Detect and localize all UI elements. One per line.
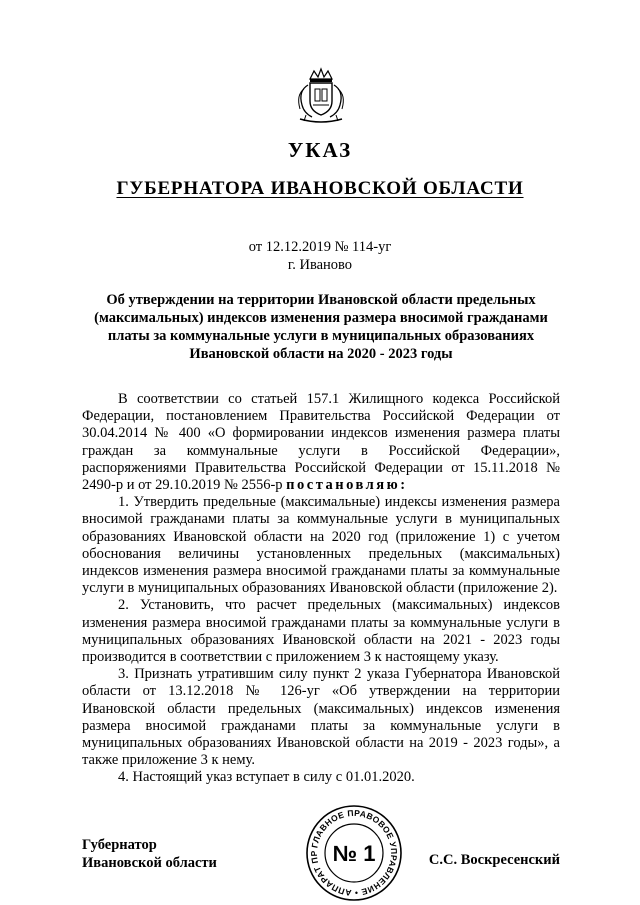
signer-position-line1: Губернатор xyxy=(82,837,157,853)
official-seal-icon xyxy=(300,805,408,899)
seal-ring-text: ГЛАВНОЕ ПРАВОВОЕ УПРАВЛЕНИЕ • АППАРАТ ПР xyxy=(308,807,400,899)
item-2-paragraph: 2. Установить, что расчет предельных (максимальных) индексов изменения размера вносимой гражданами платы за коммунальные услуги в муниципальных образованиях Ивановской области на 2021 - 2023 годы производится в соответствии с приложением 3 к настоящему указу. xyxy=(82,597,560,666)
decree-colon: : xyxy=(400,477,406,494)
decree-city: г. Иваново xyxy=(287,257,353,273)
document-type-title: УКАЗ xyxy=(287,138,353,162)
decree-body xyxy=(82,391,560,787)
preamble-paragraph xyxy=(82,391,560,494)
decree-subject: Об утверждении на территории Ивановской области предельных (максимальных) индексов изменения размера вносимой гражданами платы за коммунальные услуги в муниципальных образованиях Ивановской области на 2020 - 2023 годы xyxy=(94,292,548,362)
seal-center-text: № 1 xyxy=(332,841,376,866)
decree-verb: постановляю xyxy=(286,477,401,494)
signer-name: С.С. Воскресенский xyxy=(428,852,560,868)
item-3-paragraph: 3. Признать утратившим силу пункт 2 указа Губернатора Ивановской области от 13.12.2018 № 126-уг «Об утверждении на территории Ивановской области предельных (максимальных) индексов изменения размера вносимой гражданами платы за коммунальные услуги в муниципальных образованиях Ивановской области на 2019 - 2023 годы», а также приложение 3 к нему. xyxy=(82,666,560,769)
item-4-paragraph: 4. Настоящий указ вступает в силу с 01.01.2020. xyxy=(118,769,415,786)
coat-of-arms-icon xyxy=(290,65,352,127)
decree-date-number: от 12.12.2019 № 114-уг xyxy=(248,239,392,255)
signer-position-line2: Ивановской области xyxy=(82,855,217,871)
signer-position xyxy=(82,836,217,872)
issuer-title: ГУБЕРНАТОРА ИВАНОВСКОЙ ОБЛАСТИ xyxy=(116,178,524,199)
item-1-paragraph: 1. Утвердить предельные (максимальные) индексы изменения размера вносимой гражданами платы за коммунальные услуги в муниципальных образованиях Ивановской области на 2020 год (приложение 1) с учетом обоснования величины установленных предельных (максимальных) индексов изменения размера вносимой гражданами платы за коммунальные услуги в муниципальных образованиях Ивановской области (приложение 2). xyxy=(82,494,560,597)
preamble-text: В соответствии со статьей 157.1 Жилищного кодекса Российской Федерации, постановлением Правительства Российской Федерации от 30.04.2014 № 400 «О формировании индексов изменения размера платы граждан за коммунальные услуги в Российской Федерации», распоряжениями Правительства Российской Федерации от 15.11.2018 № 2490-р и от 29.10.2019 № 2556-р xyxy=(82,391,560,494)
